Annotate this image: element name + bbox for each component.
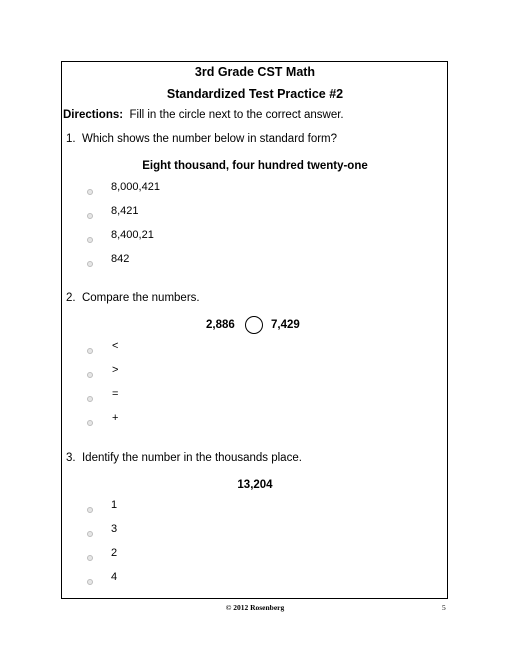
q2-choice-a-label: < (112, 340, 119, 352)
compare-blank-circle[interactable] (245, 316, 263, 334)
question-3-stimulus: 13,204 (237, 479, 273, 491)
q3-choice-b-label: 3 (111, 523, 118, 535)
q3-choice-a-radio[interactable] (87, 507, 93, 513)
q3-choice-b-radio[interactable] (87, 531, 93, 537)
q2-choice-a-radio[interactable] (87, 348, 93, 354)
q3-choice-d-label: 4 (111, 571, 118, 583)
q1-choice-b-radio[interactable] (87, 213, 93, 219)
footer-copyright: © 2012 Rosenberg (225, 603, 285, 612)
question-2-prompt (66, 292, 200, 304)
worksheet-title: 3rd Grade CST Math (194, 65, 316, 79)
q1-choice-b-label: 8,421 (111, 205, 139, 217)
q2-choice-c-label: = (112, 388, 119, 400)
q1-choice-c-radio[interactable] (87, 237, 93, 243)
q1-choice-d-radio[interactable] (87, 261, 93, 267)
question-text: Identify the number in the thousands place. (81, 452, 302, 464)
question-1-stimulus: Eight thousand, four hundred twenty-one (142, 160, 368, 172)
q3-choice-c-radio[interactable] (87, 555, 93, 561)
q3-choice-d-radio[interactable] (87, 579, 93, 585)
q1-choice-a-radio[interactable] (87, 189, 93, 195)
page-number: 5 (442, 603, 446, 612)
directions-colon: : (119, 109, 124, 121)
q2-choice-b-label: > (112, 364, 119, 376)
compare-left-number: 2,886 (206, 319, 235, 331)
question-text: Compare the numbers. (81, 292, 200, 304)
q3-choice-c-label: 2 (111, 547, 118, 559)
directions-text: Fill in the circle next to the correct answer. (129, 109, 344, 121)
question-3-prompt (66, 452, 302, 464)
question-1-prompt (66, 133, 337, 145)
q3-choice-a-label: 1 (111, 499, 118, 511)
question-number: 3. (66, 452, 76, 464)
directions-line (63, 109, 344, 121)
compare-right-number: 7,429 (271, 319, 300, 331)
q2-choice-b-radio[interactable] (87, 372, 93, 378)
q2-choice-c-radio[interactable] (87, 396, 93, 402)
question-text: Which shows the number below in standard form? (81, 133, 338, 145)
q1-choice-c-label: 8,400,21 (111, 229, 154, 241)
question-number: 2. (66, 292, 76, 304)
q2-choice-d-radio[interactable] (87, 420, 93, 426)
q1-choice-a-label: 8,000,421 (111, 181, 160, 193)
directions-label: Directions (63, 109, 120, 121)
question-number: 1. (66, 133, 76, 145)
worksheet-subtitle: Standardized Test Practice #2 (166, 87, 344, 101)
q2-choice-d-label: + (112, 412, 119, 424)
q1-choice-d-label: 842 (111, 253, 130, 265)
